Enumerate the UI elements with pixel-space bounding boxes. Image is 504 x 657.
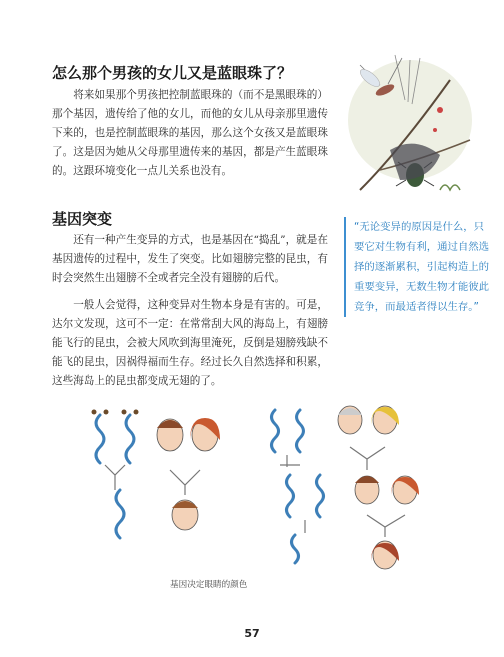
face-girl-icon [371, 541, 399, 569]
page-number: 57 [244, 627, 260, 640]
paragraph-mutation-darwin: 一般人会觉得，这种变异对生物本身是有害的。可是，达尔文发现，这可不一定：在常常刮大风的海岛上，有翅膀能飞行的昆虫，会被大风吹到海里淹死，反倒是翅膀残缺不能飞的昆虫，因祸得福而生存。经过长久自然选择和积累，这些海岛上的昆虫都变成无翅的了。 [52, 299, 328, 387]
figure-caption: 基因决定眼睛的颜色 [170, 580, 248, 590]
paragraph-blue-eyes: 将来如果那个男孩把控制蓝眼珠的（而不是黑眼珠的）那个基因，遗传给了他的女儿，而他的女儿从母亲那里遗传下来的，也是控制蓝眼珠的基因，那么这个女孩又是蓝眼珠了。这是因为她从父母那里遗传来的基因，都是产生蓝眼珠的。这跟环境变化一点儿关系也没有。 [52, 89, 328, 177]
gene-diagram-left [60, 400, 240, 570]
gene-diagram-right [255, 395, 455, 575]
face-boy-icon [172, 500, 198, 530]
section-heading-mutation: 基因突变 [52, 210, 113, 228]
section-heading-blue-eyes: 怎么那个男孩的女儿又是蓝眼珠了？ [52, 64, 293, 82]
face-man-icon [157, 419, 183, 451]
face-father-icon [355, 476, 379, 504]
pull-quote: “无论变异的原因是什么，只要它对生物有利，通过自然选择的逐渐累积，引起构造上的重要变异，无数生物才能彼此竞争，而最适者得以生存。” [344, 217, 490, 317]
face-mother-icon [391, 476, 419, 504]
face-grandpa-icon [338, 406, 362, 434]
paragraph-mutation-intro: 还有一种产生变异的方式，也是基因在“捣乱”，就是在基因遗传的过程中，发生了突变。比如翅膀完整的昆虫，有时会突然生出翅膀不全或者完全没有翅膀的后代。 [52, 234, 328, 284]
face-grandma-icon [371, 406, 399, 434]
face-woman-icon [190, 418, 220, 451]
insect-illustration [340, 40, 480, 210]
